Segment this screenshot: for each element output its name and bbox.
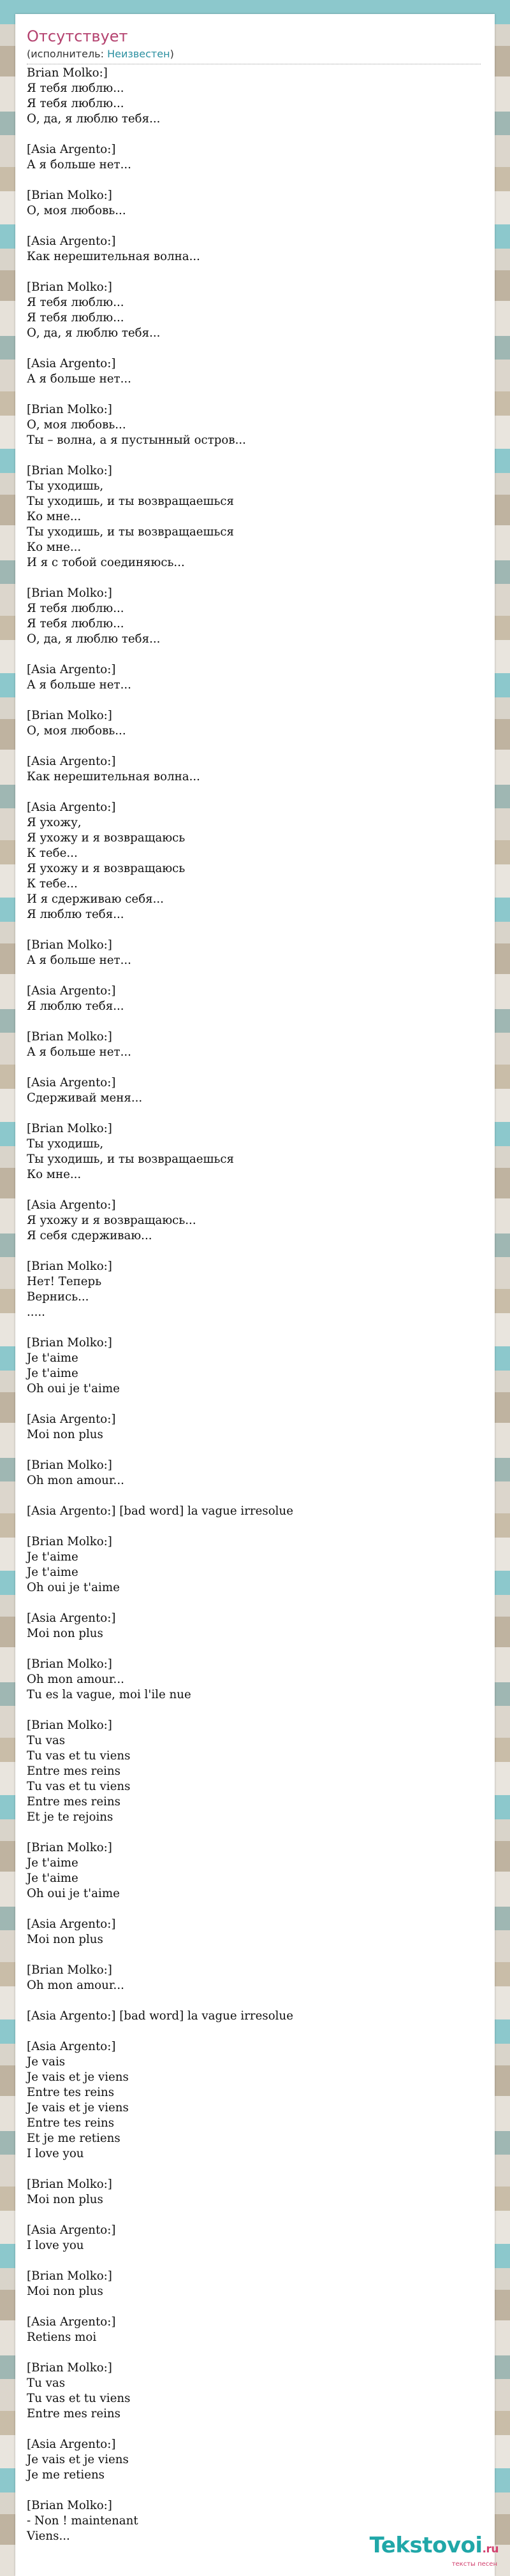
lyrics-line: [Asia Argento:] [27, 143, 116, 156]
lyrics-stanza [27, 2177, 481, 2208]
lyrics-line: Oh mon amour... [27, 1673, 124, 1686]
lyrics-line: [Brian Molko:] [27, 464, 112, 477]
lyrics-line: [Asia Argento:] [27, 984, 116, 998]
lyrics-line: Entre mes reins [27, 2407, 120, 2420]
lyrics-stanza [27, 2437, 481, 2483]
lyrics-line: [Asia Argento:] [27, 1917, 116, 1931]
lyrics-line: Entre tes reins [27, 2086, 115, 2099]
song-title: Отсутствует [27, 27, 128, 45]
lyrics-line: [Brian Molko:] [27, 1841, 112, 1854]
lyrics-stanza [27, 2039, 481, 2162]
lyrics-line: Сдерживай меня... [27, 1091, 143, 1105]
lyrics-stanza [27, 938, 481, 968]
lyrics-line: Je vais et je viens [27, 2453, 129, 2466]
lyrics-line: К тебе... [27, 847, 78, 860]
lyrics-line: ..... [27, 1306, 45, 1319]
lyrics-line: [Brian Molko:] [27, 586, 112, 600]
lyrics-line: Как нерешительная волна... [27, 250, 200, 263]
lyrics-stanza [27, 1335, 481, 1397]
lyrics-line: [Brian Molko:] [27, 1963, 112, 1977]
lyrics-line: Oh oui je t'aime [27, 1581, 120, 1594]
lyrics-line: Oh mon amour... [27, 1474, 124, 1487]
lyrics-line: [Asia Argento:] [bad word] la vague irresolue [27, 2009, 293, 2023]
lyrics-line: Я себя сдерживаю... [27, 1229, 152, 1242]
lyrics-line: Tu vas et tu viens [27, 1749, 131, 1763]
lyrics-line: [Asia Argento:] [27, 801, 116, 814]
logo-tagline: тексты песен [451, 2561, 497, 2568]
lyrics-line: [Asia Argento:] [27, 2438, 116, 2451]
lyrics-stanza [27, 1121, 481, 1182]
lyrics-line: [Brian Molko:] [27, 403, 112, 416]
lyrics-line: Ты уходишь, [27, 479, 104, 493]
lyrics-stanza [27, 2009, 481, 2024]
lyrics-line: О, моя любовь... [27, 724, 126, 738]
lyrics-line: Entre mes reins [27, 1765, 120, 1778]
lyrics-line: [Brian Molko:] [27, 189, 112, 202]
lyrics-line: Вернись... [27, 1290, 89, 1304]
lyrics-line: Tu vas et tu viens [27, 1780, 131, 1793]
lyrics-line: О, да, я люблю тебя... [27, 326, 161, 340]
lyrics-line: Moi non plus [27, 1627, 103, 1640]
lyrics-line: А я больше нет... [27, 1045, 131, 1059]
lyrics-line: А я больше нет... [27, 372, 131, 386]
lyrics-line: [Brian Molko:] [27, 2178, 112, 2191]
lyrics-line: [Asia Argento:] [27, 357, 116, 370]
lyrics-line: И я с тобой соединяюсь... [27, 556, 185, 569]
lyrics-line: К тебе... [27, 877, 78, 891]
lyrics-line: Я люблю тебя... [27, 908, 124, 921]
lyrics-stanza [27, 586, 481, 647]
lyrics-stanza [27, 1534, 481, 1596]
lyrics-stanza [27, 1030, 481, 1060]
lyrics-line: Retiens moi [27, 2331, 97, 2344]
lyrics-line: Я ухожу и я возвращаюсь... [27, 1214, 196, 1227]
lyrics-line: Ко мне... [27, 510, 82, 523]
lyrics-stanza [27, 984, 481, 1014]
lyrics-line: Oh mon amour... [27, 1979, 124, 1992]
lyrics-line: О, моя любовь... [27, 204, 126, 217]
lyrics-stanza [27, 2315, 481, 2345]
lyrics-line: Je t'aime [27, 1872, 78, 1885]
lyrics-stanza [27, 2269, 481, 2299]
lyrics-line: [Asia Argento:] [27, 2315, 116, 2329]
lyrics-stanza [27, 1259, 481, 1320]
lyrics-line: I love you [27, 2147, 84, 2160]
lyrics-line: О, да, я люблю тебя... [27, 632, 161, 646]
lyrics-line: И я сдерживаю себя... [27, 892, 164, 906]
lyrics-line: Entre mes reins [27, 1795, 120, 1808]
lyrics-line: [Brian Molko:] [27, 1122, 112, 1135]
lyrics-stanza [27, 662, 481, 693]
lyrics-line: [Asia Argento:] [27, 1076, 116, 1089]
lyrics-line: [Asia Argento:] [27, 663, 116, 676]
lyrics-line: Я ухожу и я возвращаюсь [27, 831, 186, 845]
lyrics-line: [Brian Molko:] [27, 1657, 112, 1671]
lyrics-line: [Brian Molko:] [27, 2269, 112, 2283]
lyrics-line: [Brian Molko:] [27, 2361, 112, 2375]
lyrics-line: Je vais et je viens [27, 2101, 129, 2114]
lyrics-line: Je vais [27, 2055, 66, 2069]
lyrics-line: Et je me retiens [27, 2132, 120, 2145]
lyrics-stanza [27, 1657, 481, 1703]
lyrics-line: Ко мне... [27, 1168, 82, 1181]
lyrics-stanza [27, 234, 481, 265]
lyrics-stanza [27, 1840, 481, 1902]
lyrics-line: Je t'aime [27, 1351, 78, 1365]
artist-link[interactable]: Неизвестен [107, 48, 170, 60]
lyrics-line: О, моя любовь... [27, 418, 126, 432]
lyrics-line: Je t'aime [27, 1367, 78, 1380]
lyrics-line: Je t'aime [27, 1550, 78, 1564]
lyrics-line: Je vais et je viens [27, 2070, 129, 2084]
lyrics-stanza [27, 402, 481, 448]
lyrics-line: - Non ! maintenant [27, 2514, 138, 2528]
lyrics-line: Я тебя люблю... [27, 82, 124, 95]
lyrics-stanza [27, 1198, 481, 1244]
lyrics-stanza [27, 1718, 481, 1825]
lyrics-line: [Brian Molko:] [27, 280, 112, 294]
lyrics-line: Tu vas [27, 1734, 66, 1747]
lyrics-line: А я больше нет... [27, 678, 131, 692]
lyrics-line: Tu es la vague, moi l'ile nue [27, 1688, 191, 1701]
lyrics-line: [Asia Argento:] [27, 1612, 116, 1625]
lyrics-line: [Brian Molko:] [27, 938, 112, 952]
lyrics-stanza [27, 142, 481, 173]
lyrics-line: Ты уходишь, и ты возвращаешься [27, 525, 235, 539]
lyrics-line: Ты уходишь, [27, 1137, 104, 1151]
lyrics-stanza [27, 1075, 481, 1106]
lyrics-stanza [27, 1458, 481, 1488]
lyrics-stanza [27, 1504, 481, 1519]
lyrics-line: Moi non plus [27, 1933, 103, 1946]
lyrics-line: [Brian Molko:] [27, 1260, 112, 1273]
lyrics-line: Ты – волна, а я пустынный остров... [27, 433, 246, 447]
lyrics-stanza [27, 1963, 481, 1993]
lyrics-line: I love you [27, 2239, 84, 2252]
lyrics-stanza [27, 280, 481, 341]
lyrics-line: Я тебя люблю... [27, 296, 124, 309]
lyrics-line: О, да, я люблю тебя... [27, 112, 161, 126]
lyrics-line: [Asia Argento:] [27, 1413, 116, 1426]
lyrics-line: Я тебя люблю... [27, 602, 124, 615]
lyrics-line: [Asia Argento:] [27, 235, 116, 248]
lyrics-line: Moi non plus [27, 2285, 103, 2298]
lyrics-line: Et je te rejoins [27, 1810, 113, 1824]
lyrics-line: Tu vas et tu viens [27, 2392, 131, 2405]
lyrics-line: Я ухожу и я возвращаюсь [27, 862, 186, 875]
lyrics-line: Moi non plus [27, 1428, 103, 1441]
lyrics-line: Ты уходишь, и ты возвращаешься [27, 495, 235, 508]
site-logo[interactable] [370, 2534, 499, 2568]
lyrics-line: Ко мне... [27, 541, 82, 554]
lyrics-line: Oh oui je t'aime [27, 1382, 120, 1395]
lyrics-line: [Brian Molko:] [27, 2499, 112, 2512]
lyrics-line: Нет! Теперь [27, 1275, 102, 1288]
lyrics-line: Я тебя люблю... [27, 617, 124, 630]
lyrics-line: А я больше нет... [27, 158, 131, 171]
lyrics-stanza [27, 1917, 481, 1947]
lyrics-line: [Brian Molko:] [27, 1459, 112, 1472]
lyrics-stanza [27, 1611, 481, 1641]
lyrics-line: Oh oui je t'aime [27, 1887, 120, 1900]
lyrics-line: Brian Molko:] [27, 66, 108, 80]
lyrics-line: [Asia Argento:] [27, 2040, 116, 2053]
artist-line [27, 47, 481, 64]
lyrics-line: [Brian Molko:] [27, 1030, 112, 1044]
lyrics-stanza [27, 2223, 481, 2253]
lyrics-stanza [27, 708, 481, 739]
lyrics-stanza [27, 356, 481, 387]
logo-domain: .ru [482, 2543, 499, 2556]
lyrics-line: Как нерешительная волна... [27, 770, 200, 783]
lyrics-line: Entre tes reins [27, 2116, 115, 2130]
lyrics-line: [Asia Argento:] [bad word] la vague irresolue [27, 1504, 293, 1518]
lyrics-text [27, 66, 481, 2544]
lyrics-line: [Asia Argento:] [27, 1198, 116, 1212]
lyrics-line: [Brian Molko:] [27, 1719, 112, 1732]
lyrics-line: Я ухожу, [27, 816, 82, 829]
lyrics-line: Я тебя люблю... [27, 311, 124, 324]
lyrics-line: Ты уходишь, и ты возвращаешься [27, 1153, 235, 1166]
lyrics-line: Je t'aime [27, 1566, 78, 1579]
lyrics-stanza [27, 2361, 481, 2422]
artist-prefix: (исполнитель: [27, 48, 108, 60]
lyrics-line: Viens... [27, 2529, 70, 2543]
lyrics-line: [Brian Molko:] [27, 1535, 112, 1548]
lyrics-line: [Asia Argento:] [27, 755, 116, 768]
lyrics-stanza [27, 188, 481, 219]
lyrics-line: Я тебя люблю... [27, 97, 124, 110]
lyrics-line: [Brian Molko:] [27, 1336, 112, 1350]
lyrics-stanza [27, 463, 481, 571]
artist-suffix: ) [170, 48, 174, 60]
logo-wordmark [370, 2534, 499, 2561]
lyrics-stanza [27, 66, 481, 127]
lyrics-line: Я люблю тебя... [27, 1000, 124, 1013]
lyrics-stanza [27, 1412, 481, 1443]
lyrics-line: А я больше нет... [27, 954, 131, 967]
lyrics-stanza [27, 800, 481, 922]
lyrics-line: [Brian Molko:] [27, 709, 112, 722]
lyrics-line: Moi non plus [27, 2193, 103, 2206]
lyrics-page [15, 14, 495, 2576]
logo-main-text: Tekstovoi [369, 2533, 483, 2558]
lyrics-line: Tu vas [27, 2376, 66, 2390]
lyrics-line: Je t'aime [27, 1856, 78, 1870]
lyrics-line: [Asia Argento:] [27, 2223, 116, 2237]
lyrics-line: Je me retiens [27, 2468, 105, 2482]
lyrics-stanza [27, 754, 481, 785]
